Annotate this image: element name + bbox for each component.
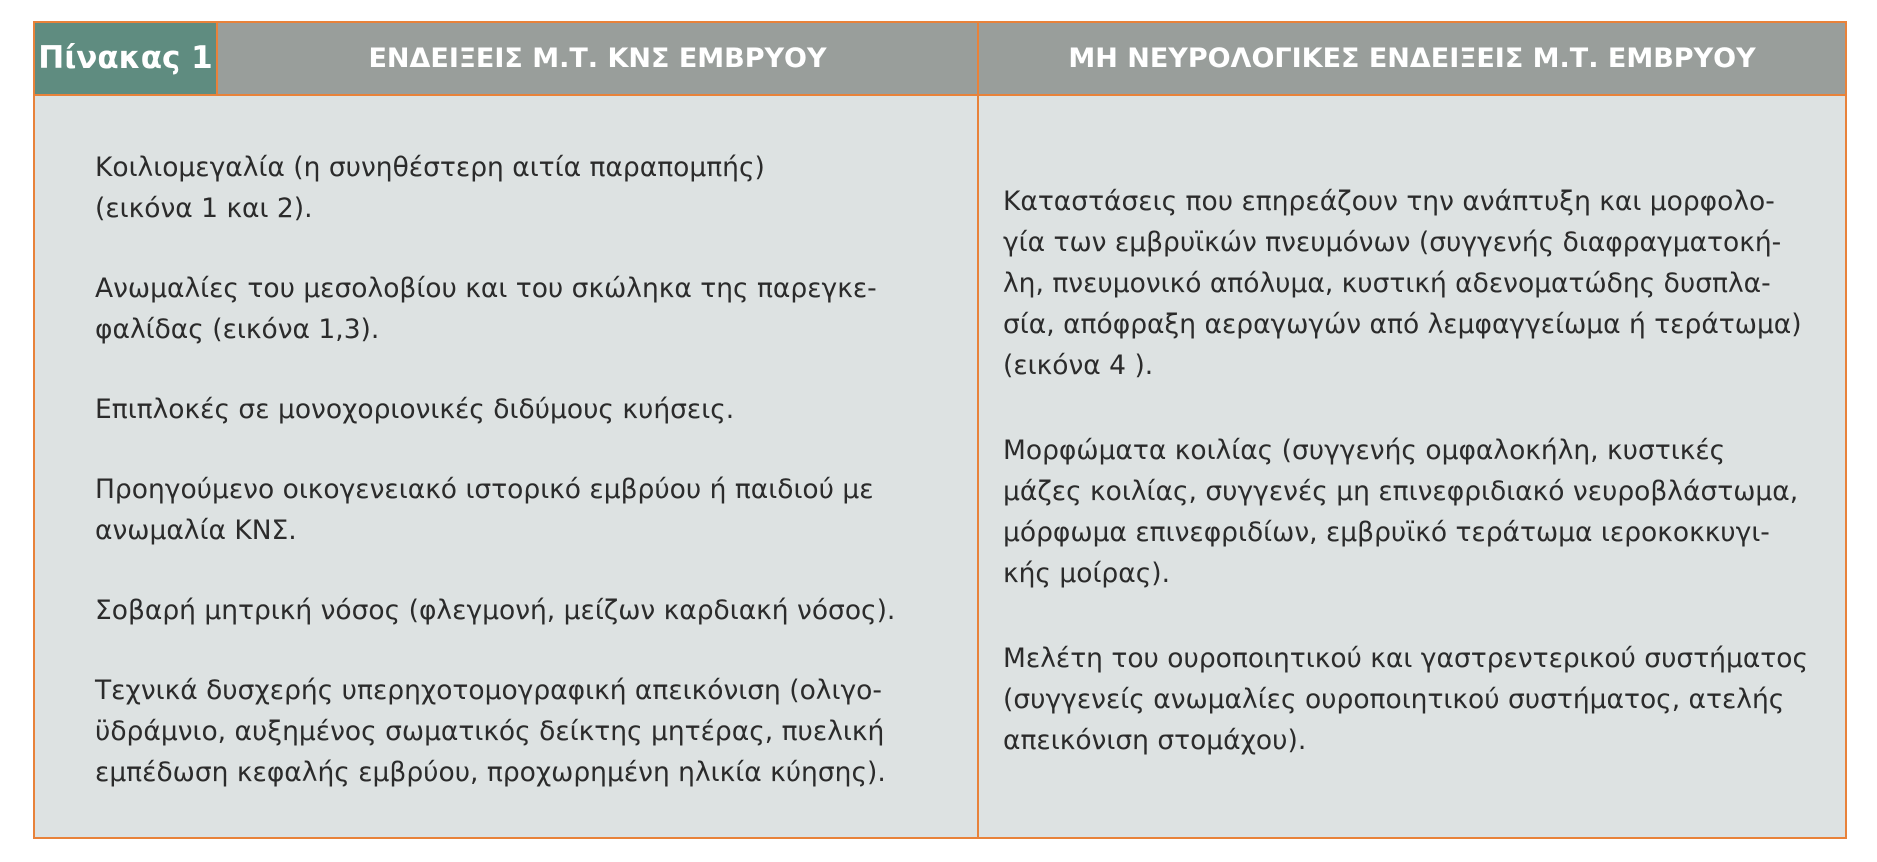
list-item: Καταστάσεις που επηρεάζουν την ανάπτυξη και μορφολο- γία των εμβρυϊκών πνευμόνων (συγγενής διαφραγματοκή- λη, πνευμονικό απόλυμα, κυστική αδενοματώδης δυσπλα- σία, απόφραξη αεραγωγών από λεμφαγγείωμα ή τεράτωμα) (εικόνα 4 ). <box>1003 186 1802 381</box>
non-neuro-indications-header: ΜΗ ΝΕΥΡΟΛΟΓΙΚΕΣ ΕΝΔΕΙΞΕΙΣ Μ.Τ. ΕΜΒΡΥΟΥ <box>1068 43 1756 74</box>
list-item: Κοιλιομεγαλία (η συνηθέστερη αιτία παραπομπής) (εικόνα 1 και 2). <box>95 152 765 224</box>
cns-indications-header: ΕΝΔΕΙΞΕΙΣ Μ.Τ. ΚΝΣ ΕΜΒΡΥΟΥ <box>368 43 827 74</box>
list-item: Επιπλοκές σε μονοχοριονικές διδύμους κυήσεις. <box>95 394 735 425</box>
list-item: Τεχνικά δυσχερής υπερηχοτομογραφική απεικόνιση (ολιγο- ϋδράμνιο, αυξημένος σωματικός δείκτης μητέρας, πυελική εμπέδωση κεφαλής εμβρύου, προχωρημένη ηλικία κύησης). <box>95 675 886 788</box>
table-number-label: Πίνακας 1 <box>35 23 218 94</box>
cns-indications-list <box>95 147 955 793</box>
indications-table <box>33 21 1847 839</box>
list-item: Ανωμαλίες του μεσολοβίου και του σκώληκα της παρεγκε- φαλίδας (εικόνα 1,3). <box>95 273 877 345</box>
list-item: Μορφώματα κοιλίας (συγγενής ομφαλοκήλη, κυστικές μάζες κοιλίας, συγγενές μη επινεφριδιακό νευροβλάστωμα, μόρφωμα επινεφριδίων, εμβρυϊκό τεράτωμα ιεροκοκκυγι- κής μοίρας). <box>1003 435 1799 589</box>
non-neuro-indications-list <box>1003 181 1833 761</box>
column-divider <box>977 23 979 837</box>
list-item: Μελέτη του ουροποιητικού και γαστρεντερικού συστήματος (συγγενείς ανωμαλίες ουροποιητικού συστήματος, ατελής απεικόνιση στομάχου). <box>1003 643 1809 756</box>
list-item: Προηγούμενο οικογενειακό ιστορικό εμβρύου ή παιδιού με ανωμαλία ΚΝΣ. <box>95 474 874 546</box>
list-item: Σοβαρή μητρική νόσος (φλεγμονή, μείζων καρδιακή νόσος). <box>95 595 896 626</box>
table-header-row <box>35 23 1845 96</box>
